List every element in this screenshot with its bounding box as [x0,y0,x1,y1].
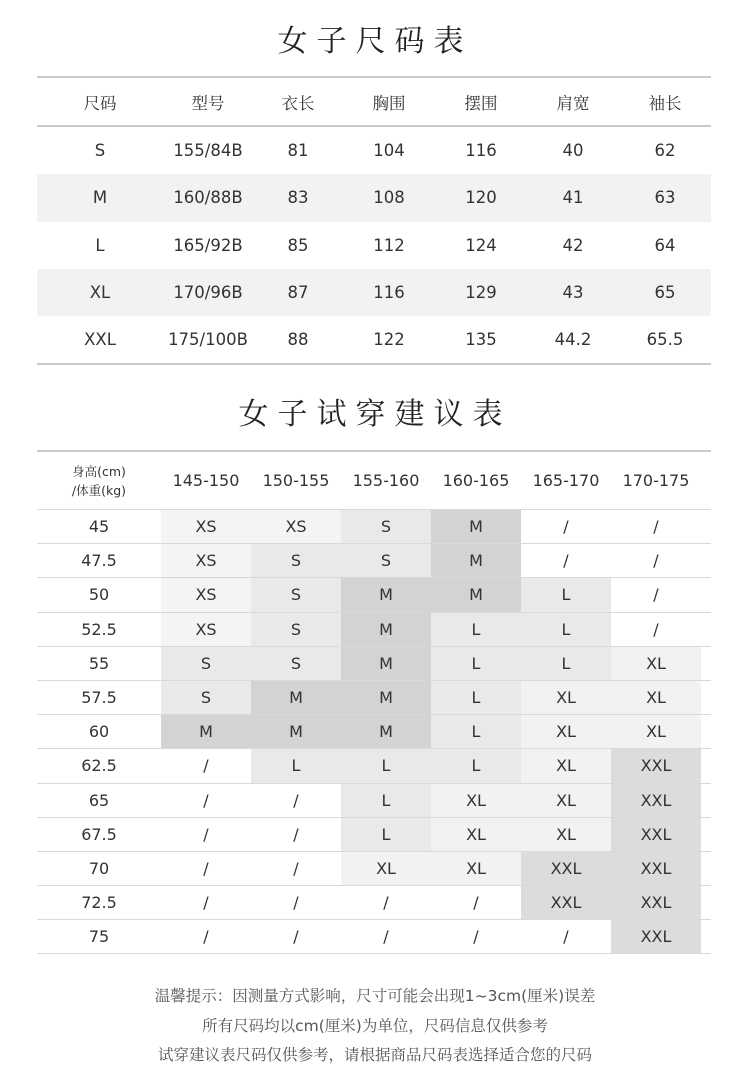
fit-size-cell: M [431,544,521,577]
size-cell: 65 [654,283,676,303]
fit-row [37,715,711,749]
fit-size-cell: XS [161,544,251,577]
height-range-header: 150-155 [262,471,330,490]
weight-label: 65 [88,790,110,810]
weight-label: 72.5 [81,893,117,913]
size-header-cell: 袖长 [648,93,682,113]
fit-size-cell: XL [431,852,521,885]
bottom-rule [37,363,711,365]
weight-label: 60 [88,722,110,742]
size-cell: 116 [373,283,405,303]
fit-size-cell: / [611,578,701,611]
fit-size-cell: / [161,749,251,782]
fit-size-cell: / [161,886,251,919]
size-cell: 83 [287,188,309,208]
fit-row [37,510,711,544]
size-cell: XXL [84,330,116,350]
fit-size-cell: XL [611,681,701,714]
fit-size-cell: XL [521,784,611,817]
height-range-header: 145-150 [172,471,240,490]
weight-label: 57.5 [81,688,117,708]
corner-header [37,452,161,509]
fit-chart-title: 女子试穿建议表 [238,397,512,432]
size-row [37,174,711,221]
fit-size-cell: / [251,818,341,851]
size-cell: 175/100B [168,330,248,350]
size-cell: 108 [373,188,405,208]
size-chart-table [37,76,711,365]
fit-size-cell: / [611,544,701,577]
fit-size-cell: L [251,749,341,782]
fit-size-cell: S [341,544,431,577]
weight-label: 70 [88,858,110,878]
fit-row [37,749,711,783]
fit-chart-body [37,510,711,954]
fit-size-cell: / [251,784,341,817]
size-cell: 160/88B [173,188,243,208]
size-header-cell: 衣长 [281,93,315,113]
fit-size-cell: / [251,886,341,919]
fit-size-cell: S [251,613,341,646]
weight-label: 45 [88,517,110,537]
fit-row [37,647,711,681]
fit-size-cell: S [251,544,341,577]
size-cell: 116 [465,141,497,161]
size-cell: 62 [654,141,676,161]
size-chart-header-row [37,78,711,125]
size-chart-title: 女子尺码表 [277,24,473,59]
size-cell: 124 [465,235,497,255]
height-range-header: 160-165 [442,471,510,490]
size-cell: 155/84B [173,141,243,161]
corner-weight-label: /体重(kg) [71,482,127,498]
fit-size-cell: XL [521,749,611,782]
fit-size-cell: S [251,578,341,611]
fit-size-cell: L [431,681,521,714]
fit-size-cell: M [431,578,521,611]
fit-size-cell: XL [521,681,611,714]
weight-label: 55 [88,653,110,673]
fit-row [37,852,711,886]
size-header-cell: 胸围 [372,93,406,113]
fit-row [37,681,711,715]
size-cell: L [95,235,105,255]
fit-size-cell: / [521,544,611,577]
fit-size-cell: XXL [611,886,701,919]
fit-size-cell: L [521,613,611,646]
fit-size-cell: L [431,749,521,782]
size-cell: 65.5 [646,330,684,350]
fit-size-cell: M [251,681,341,714]
size-cell: 64 [654,235,676,255]
fit-size-cell: S [251,647,341,680]
corner-height-label: 身高(cm) [72,463,126,479]
note-line: 所有尺码均以cm(厘米)为单位，尺码信息仅供参考 [202,1016,548,1035]
fit-size-cell: XXL [611,784,701,817]
size-header-cell: 肩宽 [556,93,590,113]
fit-row [37,886,711,920]
size-cell: 129 [465,283,497,303]
size-cell: 81 [287,141,309,161]
fit-size-cell: L [341,818,431,851]
fit-size-cell: XXL [611,749,701,782]
fit-size-cell: S [161,647,251,680]
fit-size-cell: XS [251,510,341,543]
fit-size-cell: XXL [611,818,701,851]
fit-size-cell: / [611,613,701,646]
size-cell: S [94,141,106,161]
fit-size-cell: XS [161,510,251,543]
fit-size-cell: XS [161,613,251,646]
weight-label: 52.5 [81,619,117,639]
fit-size-cell: / [431,886,521,919]
fit-size-cell: / [431,920,521,953]
size-cell: 87 [287,283,309,303]
fit-size-cell: L [521,578,611,611]
size-cell: 104 [373,141,405,161]
size-cell: 43 [562,283,584,303]
fit-size-cell: S [341,510,431,543]
size-row [37,316,711,363]
fit-size-cell: XXL [611,920,701,953]
fit-size-cell: M [341,681,431,714]
fit-size-cell: XS [161,578,251,611]
size-cell: 88 [287,330,309,350]
size-header-cell: 型号 [191,93,225,113]
size-cell: 44.2 [554,330,592,350]
fit-size-cell: L [431,613,521,646]
height-range-header: 155-160 [352,471,420,490]
size-cell: 135 [465,330,497,350]
fit-chart-table [37,450,711,954]
size-row [37,127,711,174]
fit-row [37,578,711,612]
size-chart-body [37,127,711,363]
weight-label: 47.5 [81,551,117,571]
size-cell: 170/96B [173,283,243,303]
weight-label: 67.5 [81,824,117,844]
weight-label: 75 [88,927,110,947]
size-cell: 85 [287,235,309,255]
fit-size-cell: M [431,510,521,543]
size-row [37,269,711,316]
height-range-header: 165-170 [532,471,600,490]
size-row [37,222,711,269]
fit-row [37,613,711,647]
fit-size-cell: / [251,852,341,885]
fit-row [37,784,711,818]
fit-size-cell: M [251,715,341,748]
size-cell: XL [89,283,111,303]
size-cell: 120 [465,188,497,208]
note-line: 温馨提示：因测量方式影响，尺寸可能会出现1~3cm(厘米)误差 [154,987,596,1005]
size-cell: 42 [562,235,584,255]
fit-size-cell: / [161,920,251,953]
size-cell: 40 [562,141,584,161]
fit-size-cell: XL [341,852,431,885]
size-cell: M [92,188,108,208]
size-cell: 63 [654,188,676,208]
fit-row [37,544,711,578]
fit-chart-header-row [37,452,711,510]
fit-size-cell: XXL [611,852,701,885]
fit-size-cell: XL [521,818,611,851]
fit-size-cell: XL [521,715,611,748]
fit-size-cell: / [161,784,251,817]
fit-size-cell: L [431,715,521,748]
size-header-cell: 摆围 [464,93,498,113]
fit-size-cell: / [611,510,701,543]
fit-size-cell: L [431,647,521,680]
fit-size-cell: / [521,920,611,953]
fit-size-cell: M [341,578,431,611]
notes [0,982,750,1071]
fit-size-cell: / [161,852,251,885]
fit-size-cell: / [341,920,431,953]
fit-size-cell: XXL [521,886,611,919]
size-header-cell: 尺码 [83,93,117,113]
fit-size-cell: M [341,715,431,748]
fit-size-cell: M [341,613,431,646]
fit-size-cell: XL [611,715,701,748]
fit-size-cell: / [521,510,611,543]
fit-size-cell: XL [431,818,521,851]
fit-size-cell: L [521,647,611,680]
fit-size-cell: L [341,784,431,817]
note-line: 试穿建议表尺码仅供参考，请根据商品尺码表选择适合您的尺码 [157,1046,592,1064]
fit-size-cell: XL [431,784,521,817]
fit-size-cell: M [161,715,251,748]
fit-size-cell: M [341,647,431,680]
size-cell: 112 [373,235,405,255]
fit-size-cell: XL [611,647,701,680]
weight-label: 50 [88,585,110,605]
fit-size-cell: S [161,681,251,714]
fit-row [37,818,711,852]
fit-size-cell: XXL [521,852,611,885]
size-cell: 122 [373,330,405,350]
fit-size-cell: L [341,749,431,782]
fit-size-cell: / [161,818,251,851]
fit-size-cell: / [251,920,341,953]
fit-row [37,920,711,954]
size-cell: 41 [562,188,584,208]
fit-size-cell: / [341,886,431,919]
height-range-header: 170-175 [622,471,690,490]
size-cell: 165/92B [173,235,243,255]
weight-label: 62.5 [81,756,117,776]
